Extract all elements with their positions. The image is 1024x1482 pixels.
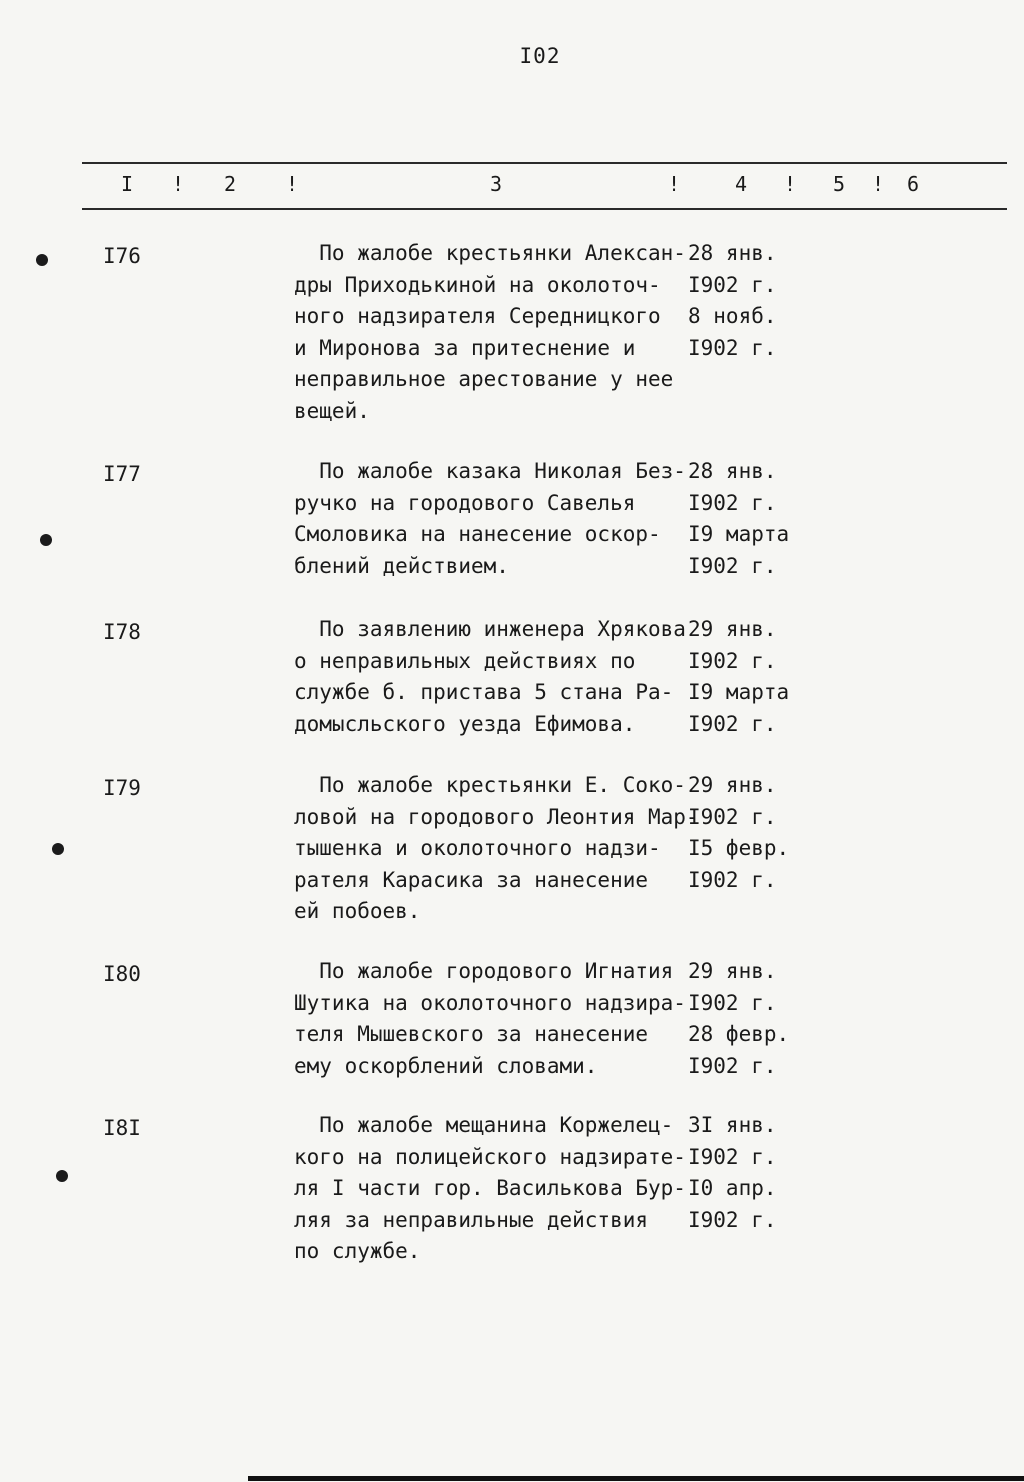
date-line: I902 г. — [688, 990, 777, 1015]
date-line: I902 г. — [688, 1144, 777, 1169]
description-line: ей побоев. — [294, 899, 421, 923]
column-header-2: 2 — [224, 172, 237, 196]
punch-hole-mark — [40, 534, 52, 546]
punch-hole-mark — [52, 843, 64, 855]
entry-description — [294, 614, 694, 740]
date-line: 28 февр. — [688, 1022, 790, 1046]
date-line: I9 марта — [688, 680, 790, 704]
date-line: 29 янв. — [688, 773, 777, 797]
table-top-rule — [82, 162, 1007, 164]
description-line: по службе. — [294, 1239, 421, 1263]
entry-dates — [688, 456, 818, 582]
column-separator: ! — [784, 172, 797, 196]
punch-hole-mark — [56, 1170, 68, 1182]
entry-description — [294, 456, 694, 582]
date-line: I902 г. — [688, 804, 777, 829]
date-line: 8 нояб. — [688, 304, 777, 328]
entry-dates — [688, 1110, 818, 1236]
entry-number: I77 — [103, 462, 141, 486]
description-line: ляя за неправильные действия — [294, 1207, 649, 1232]
page-bottom-edge — [248, 1476, 1024, 1481]
entry-number: I80 — [103, 962, 141, 986]
description-line: По жалобе крестьянки Е. Соко- — [294, 773, 686, 797]
description-line: и Миронова за притеснение и — [294, 335, 636, 360]
date-line: I902 г. — [688, 272, 777, 297]
date-line: I902 г. — [688, 1207, 777, 1232]
date-line: 29 янв. — [688, 617, 777, 641]
column-separator: ! — [872, 172, 885, 196]
column-header-4: 4 — [735, 172, 748, 196]
date-line: I902 г. — [688, 1053, 777, 1078]
description-line: По жалобе казака Николая Без- — [294, 459, 686, 483]
description-line: По жалобе городового Игнатия — [294, 959, 674, 983]
description-line: домысльского уезда Ефимова. — [294, 711, 636, 736]
description-line: ловой на городового Леонтия Мар- — [294, 804, 699, 829]
column-header-5: 5 — [833, 172, 846, 196]
entry-description — [294, 1110, 694, 1268]
date-line: I902 г. — [688, 553, 777, 578]
entry-number: I8I — [103, 1116, 141, 1140]
description-line: По заявлению инженера Хрякова — [294, 617, 686, 641]
column-header-6: 6 — [907, 172, 920, 196]
column-separator: ! — [668, 172, 681, 196]
column-separator: ! — [286, 172, 299, 196]
entry-dates — [688, 238, 818, 364]
date-line: I902 г. — [688, 490, 777, 515]
punch-hole-mark — [36, 254, 48, 266]
description-line: ного надзирателя Середницкого — [294, 304, 661, 328]
date-line: I902 г. — [688, 648, 777, 673]
description-line: ручко на городового Савелья — [294, 490, 636, 515]
description-line: теля Мышевского за нанесение — [294, 1022, 649, 1046]
date-line: 3I янв. — [688, 1113, 777, 1137]
entry-number: I76 — [103, 244, 141, 268]
description-line: вещей. — [294, 398, 370, 423]
date-line: I5 февр. — [688, 836, 790, 860]
date-line: I902 г. — [688, 867, 777, 892]
entry-description — [294, 770, 699, 928]
date-line: 29 янв. — [688, 959, 777, 983]
description-line: ему оскорблений словами. — [294, 1053, 598, 1078]
description-line: блений действием. — [294, 553, 509, 578]
description-line: тышенка и околоточного надзи- — [294, 836, 661, 860]
description-line: Шутика на околоточного надзира- — [294, 990, 686, 1015]
column-header-1: I — [121, 172, 134, 196]
description-line: службе б. пристава 5 стана Ра- — [294, 680, 674, 704]
column-separator: ! — [172, 172, 185, 196]
entry-description — [294, 956, 694, 1082]
entry-dates — [688, 614, 818, 740]
description-line: дры Приходькиной на околоточ- — [294, 272, 661, 297]
date-line: I902 г. — [688, 335, 777, 360]
entry-number: I78 — [103, 620, 141, 644]
date-line: I902 г. — [688, 711, 777, 736]
date-line: 28 янв. — [688, 459, 777, 483]
column-header-3: 3 — [490, 172, 503, 196]
entry-number: I79 — [103, 776, 141, 800]
table-header-rule — [82, 208, 1007, 210]
description-line: рателя Карасика за нанесение — [294, 867, 649, 892]
date-line: 28 янв. — [688, 241, 777, 265]
description-line: неправильное арестование у нее — [294, 367, 674, 391]
date-line: I0 апр. — [688, 1176, 777, 1200]
entry-dates — [688, 770, 818, 896]
description-line: Смоловика на нанесение оскор- — [294, 522, 661, 546]
description-line: кого на полицейского надзирате- — [294, 1144, 686, 1169]
date-line: I9 марта — [688, 522, 790, 546]
entry-dates — [688, 956, 818, 1082]
page-number: I02 — [519, 44, 561, 68]
description-line: о неправильных действиях по — [294, 648, 636, 673]
entry-description — [294, 238, 694, 427]
description-line: По жалобе мещанина Коржелец- — [294, 1113, 674, 1137]
description-line: По жалобе крестьянки Алексан- — [294, 241, 686, 265]
description-line: ля I части гор. Василькова Бур- — [294, 1176, 686, 1200]
